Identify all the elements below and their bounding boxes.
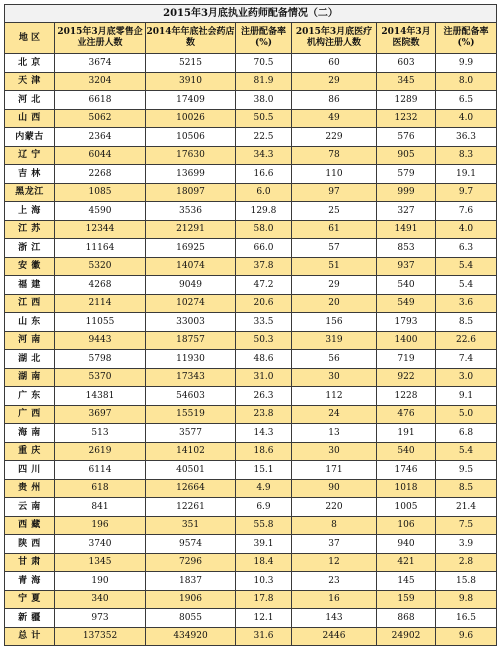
cell-medical-ratio: 8.5 (436, 479, 497, 498)
cell-pharmacy-count: 14074 (146, 257, 236, 276)
cell-medical-registered: 24 (292, 405, 377, 424)
cell-retail-registered: 841 (55, 498, 146, 517)
table-container (4, 4, 496, 646)
cell-retail-registered: 5798 (55, 350, 146, 369)
table-row (5, 387, 497, 406)
cell-region: 浙 江 (5, 239, 55, 258)
cell-medical-registered: 51 (292, 257, 377, 276)
cell-medical-ratio: 8.0 (436, 72, 497, 91)
total-medical-registered: 2446 (292, 627, 377, 646)
cell-hospital-count: 937 (377, 257, 436, 276)
cell-region: 广 东 (5, 387, 55, 406)
cell-pharmacy-count: 351 (146, 516, 236, 535)
cell-retail-registered: 618 (55, 479, 146, 498)
cell-retail-registered: 2114 (55, 294, 146, 313)
cell-pharmacy-count: 14102 (146, 442, 236, 461)
cell-medical-ratio: 21.4 (436, 498, 497, 517)
cell-hospital-count: 191 (377, 424, 436, 443)
cell-medical-ratio: 15.8 (436, 572, 497, 591)
table-row (5, 405, 497, 424)
cell-retail-registered: 196 (55, 516, 146, 535)
cell-medical-registered: 143 (292, 609, 377, 628)
cell-medical-registered: 49 (292, 109, 377, 128)
cell-hospital-count: 1746 (377, 461, 436, 480)
cell-medical-ratio: 36.3 (436, 128, 497, 147)
cell-retail-ratio: 39.1 (236, 535, 292, 554)
total-medical-ratio: 9.6 (436, 627, 497, 646)
cell-region: 广 西 (5, 405, 55, 424)
header-medical-ratio: 注册配备率(%) (436, 23, 497, 54)
cell-hospital-count: 1228 (377, 387, 436, 406)
total-pharmacy-count: 434920 (146, 627, 236, 646)
cell-retail-ratio: 38.0 (236, 91, 292, 110)
cell-retail-registered: 3674 (55, 54, 146, 73)
table-row (5, 91, 497, 110)
cell-medical-registered: 30 (292, 442, 377, 461)
cell-medical-registered: 37 (292, 535, 377, 554)
cell-retail-registered: 11164 (55, 239, 146, 258)
cell-hospital-count: 540 (377, 442, 436, 461)
cell-medical-registered: 30 (292, 368, 377, 387)
cell-medical-registered: 25 (292, 202, 377, 221)
cell-retail-registered: 5062 (55, 109, 146, 128)
cell-hospital-count: 1793 (377, 313, 436, 332)
cell-retail-registered: 4590 (55, 202, 146, 221)
cell-retail-registered: 3740 (55, 535, 146, 554)
cell-region: 重 庆 (5, 442, 55, 461)
cell-retail-ratio: 12.1 (236, 609, 292, 628)
cell-retail-registered: 1345 (55, 553, 146, 572)
cell-pharmacy-count: 3577 (146, 424, 236, 443)
cell-retail-ratio: 18.6 (236, 442, 292, 461)
cell-medical-registered: 57 (292, 239, 377, 258)
cell-region: 吉 林 (5, 165, 55, 184)
cell-medical-registered: 78 (292, 146, 377, 165)
cell-medical-ratio: 3.6 (436, 294, 497, 313)
table-row (5, 479, 497, 498)
cell-hospital-count: 1289 (377, 91, 436, 110)
cell-medical-registered: 319 (292, 331, 377, 350)
cell-medical-ratio: 7.4 (436, 350, 497, 369)
cell-retail-registered: 340 (55, 590, 146, 609)
cell-region: 云 南 (5, 498, 55, 517)
cell-pharmacy-count: 40501 (146, 461, 236, 480)
cell-retail-registered: 6114 (55, 461, 146, 480)
table-row (5, 572, 497, 591)
cell-pharmacy-count: 3536 (146, 202, 236, 221)
cell-pharmacy-count: 12261 (146, 498, 236, 517)
cell-medical-ratio: 5.0 (436, 405, 497, 424)
table-row (5, 442, 497, 461)
cell-pharmacy-count: 17630 (146, 146, 236, 165)
cell-pharmacy-count: 18757 (146, 331, 236, 350)
cell-region: 黑龙江 (5, 183, 55, 202)
table-row (5, 146, 497, 165)
cell-hospital-count: 853 (377, 239, 436, 258)
table-title: 2015年3月底执业药师配备情况（二） (5, 5, 497, 23)
cell-medical-registered: 97 (292, 183, 377, 202)
cell-medical-ratio: 4.0 (436, 109, 497, 128)
cell-medical-registered: 29 (292, 276, 377, 295)
cell-pharmacy-count: 1906 (146, 590, 236, 609)
cell-region: 四 川 (5, 461, 55, 480)
cell-retail-ratio: 48.6 (236, 350, 292, 369)
cell-hospital-count: 1018 (377, 479, 436, 498)
cell-retail-ratio: 70.5 (236, 54, 292, 73)
cell-region: 湖 南 (5, 368, 55, 387)
cell-medical-ratio: 9.7 (436, 183, 497, 202)
cell-medical-ratio: 5.4 (436, 257, 497, 276)
table-row (5, 276, 497, 295)
cell-pharmacy-count: 8055 (146, 609, 236, 628)
cell-medical-registered: 60 (292, 54, 377, 73)
cell-medical-registered: 86 (292, 91, 377, 110)
cell-retail-ratio: 81.9 (236, 72, 292, 91)
cell-hospital-count: 868 (377, 609, 436, 628)
cell-region: 江 西 (5, 294, 55, 313)
cell-medical-ratio: 5.4 (436, 276, 497, 295)
cell-medical-registered: 171 (292, 461, 377, 480)
cell-medical-ratio: 9.1 (436, 387, 497, 406)
cell-hospital-count: 1491 (377, 220, 436, 239)
cell-pharmacy-count: 12664 (146, 479, 236, 498)
pharmacist-table (4, 4, 497, 646)
cell-hospital-count: 345 (377, 72, 436, 91)
header-retail-ratio: 注册配备率(%) (236, 23, 292, 54)
cell-region: 青 海 (5, 572, 55, 591)
cell-hospital-count: 940 (377, 535, 436, 554)
cell-region: 河 北 (5, 91, 55, 110)
table-row (5, 202, 497, 221)
cell-pharmacy-count: 33003 (146, 313, 236, 332)
cell-retail-ratio: 14.3 (236, 424, 292, 443)
table-row (5, 294, 497, 313)
table-row (5, 609, 497, 628)
cell-medical-registered: 220 (292, 498, 377, 517)
cell-retail-ratio: 18.4 (236, 553, 292, 572)
cell-retail-registered: 513 (55, 424, 146, 443)
cell-medical-ratio: 22.6 (436, 331, 497, 350)
table-row (5, 183, 497, 202)
cell-retail-registered: 14381 (55, 387, 146, 406)
table-row (5, 331, 497, 350)
cell-retail-ratio: 50.3 (236, 331, 292, 350)
cell-region: 甘 肃 (5, 553, 55, 572)
cell-medical-ratio: 4.0 (436, 220, 497, 239)
cell-retail-registered: 190 (55, 572, 146, 591)
cell-retail-ratio: 26.3 (236, 387, 292, 406)
cell-pharmacy-count: 1837 (146, 572, 236, 591)
table-row (5, 54, 497, 73)
cell-retail-ratio: 23.8 (236, 405, 292, 424)
cell-retail-registered: 2364 (55, 128, 146, 147)
cell-pharmacy-count: 9049 (146, 276, 236, 295)
cell-hospital-count: 549 (377, 294, 436, 313)
table-row (5, 257, 497, 276)
cell-region: 上 海 (5, 202, 55, 221)
table-row (5, 590, 497, 609)
cell-medical-ratio: 9.8 (436, 590, 497, 609)
cell-retail-ratio: 20.6 (236, 294, 292, 313)
cell-medical-registered: 56 (292, 350, 377, 369)
table-row (5, 498, 497, 517)
table-row (5, 220, 497, 239)
cell-medical-registered: 29 (292, 72, 377, 91)
cell-medical-ratio: 7.6 (436, 202, 497, 221)
cell-medical-ratio: 6.8 (436, 424, 497, 443)
cell-medical-registered: 156 (292, 313, 377, 332)
cell-pharmacy-count: 11930 (146, 350, 236, 369)
cell-hospital-count: 1232 (377, 109, 436, 128)
cell-medical-registered: 12 (292, 553, 377, 572)
cell-medical-ratio: 7.5 (436, 516, 497, 535)
cell-pharmacy-count: 18097 (146, 183, 236, 202)
cell-medical-registered: 20 (292, 294, 377, 313)
total-retail-registered: 137352 (55, 627, 146, 646)
cell-pharmacy-count: 15519 (146, 405, 236, 424)
cell-region: 江 苏 (5, 220, 55, 239)
cell-pharmacy-count: 10274 (146, 294, 236, 313)
table-row (5, 239, 497, 258)
cell-retail-registered: 6618 (55, 91, 146, 110)
cell-retail-registered: 5370 (55, 368, 146, 387)
cell-region: 山 东 (5, 313, 55, 332)
cell-retail-ratio: 34.3 (236, 146, 292, 165)
cell-retail-registered: 11055 (55, 313, 146, 332)
cell-hospital-count: 579 (377, 165, 436, 184)
cell-medical-ratio: 19.1 (436, 165, 497, 184)
cell-region: 内蒙古 (5, 128, 55, 147)
cell-medical-registered: 110 (292, 165, 377, 184)
header-row (5, 23, 497, 54)
cell-medical-ratio: 16.5 (436, 609, 497, 628)
total-row (5, 627, 497, 646)
cell-hospital-count: 999 (377, 183, 436, 202)
cell-hospital-count: 1400 (377, 331, 436, 350)
title-row (5, 5, 497, 23)
cell-retail-ratio: 6.9 (236, 498, 292, 517)
header-pharmacy-count: 2014年年底社会药店数 (146, 23, 236, 54)
cell-hospital-count: 106 (377, 516, 436, 535)
cell-retail-ratio: 10.3 (236, 572, 292, 591)
cell-hospital-count: 905 (377, 146, 436, 165)
cell-hospital-count: 145 (377, 572, 436, 591)
cell-region: 西 藏 (5, 516, 55, 535)
table-row (5, 424, 497, 443)
cell-retail-registered: 2619 (55, 442, 146, 461)
table-row (5, 128, 497, 147)
cell-medical-ratio: 3.0 (436, 368, 497, 387)
cell-pharmacy-count: 21291 (146, 220, 236, 239)
cell-pharmacy-count: 54603 (146, 387, 236, 406)
cell-medical-ratio: 6.3 (436, 239, 497, 258)
cell-medical-ratio: 8.5 (436, 313, 497, 332)
cell-medical-ratio: 2.8 (436, 553, 497, 572)
table-body (5, 54, 497, 646)
cell-hospital-count: 576 (377, 128, 436, 147)
cell-medical-registered: 90 (292, 479, 377, 498)
table-row (5, 535, 497, 554)
table-row (5, 516, 497, 535)
cell-retail-ratio: 6.0 (236, 183, 292, 202)
cell-retail-ratio: 17.8 (236, 590, 292, 609)
cell-region: 宁 夏 (5, 590, 55, 609)
cell-region: 辽 宁 (5, 146, 55, 165)
cell-pharmacy-count: 9574 (146, 535, 236, 554)
cell-retail-registered: 2268 (55, 165, 146, 184)
cell-retail-ratio: 50.5 (236, 109, 292, 128)
cell-retail-ratio: 58.0 (236, 220, 292, 239)
cell-hospital-count: 476 (377, 405, 436, 424)
cell-medical-ratio: 8.3 (436, 146, 497, 165)
cell-region: 天 津 (5, 72, 55, 91)
cell-medical-ratio: 9.9 (436, 54, 497, 73)
table-row (5, 313, 497, 332)
cell-retail-ratio: 33.5 (236, 313, 292, 332)
cell-retail-ratio: 47.2 (236, 276, 292, 295)
cell-retail-ratio: 16.6 (236, 165, 292, 184)
cell-region: 贵 州 (5, 479, 55, 498)
cell-pharmacy-count: 10506 (146, 128, 236, 147)
cell-hospital-count: 159 (377, 590, 436, 609)
cell-retail-registered: 3697 (55, 405, 146, 424)
cell-pharmacy-count: 5215 (146, 54, 236, 73)
cell-pharmacy-count: 10026 (146, 109, 236, 128)
table-row (5, 109, 497, 128)
cell-hospital-count: 421 (377, 553, 436, 572)
cell-pharmacy-count: 3910 (146, 72, 236, 91)
cell-region: 福 建 (5, 276, 55, 295)
total-region: 总 计 (5, 627, 55, 646)
cell-retail-ratio: 55.8 (236, 516, 292, 535)
cell-hospital-count: 540 (377, 276, 436, 295)
cell-hospital-count: 327 (377, 202, 436, 221)
table-row (5, 368, 497, 387)
header-hospital-count: 2014年3月医院数 (377, 23, 436, 54)
cell-retail-ratio: 22.5 (236, 128, 292, 147)
cell-region: 山 西 (5, 109, 55, 128)
table-row (5, 72, 497, 91)
cell-retail-registered: 973 (55, 609, 146, 628)
cell-region: 新 疆 (5, 609, 55, 628)
header-region: 地 区 (5, 23, 55, 54)
cell-retail-ratio: 31.0 (236, 368, 292, 387)
cell-retail-ratio: 66.0 (236, 239, 292, 258)
table-row (5, 350, 497, 369)
cell-retail-ratio: 4.9 (236, 479, 292, 498)
cell-pharmacy-count: 16925 (146, 239, 236, 258)
header-medical-registered: 2015年3月底医疗机构注册人数 (292, 23, 377, 54)
cell-retail-registered: 1085 (55, 183, 146, 202)
cell-medical-registered: 112 (292, 387, 377, 406)
cell-retail-ratio: 37.8 (236, 257, 292, 276)
cell-medical-registered: 8 (292, 516, 377, 535)
cell-medical-registered: 23 (292, 572, 377, 591)
table-row (5, 553, 497, 572)
cell-medical-ratio: 5.4 (436, 442, 497, 461)
cell-retail-ratio: 129.8 (236, 202, 292, 221)
cell-region: 北 京 (5, 54, 55, 73)
cell-retail-registered: 12344 (55, 220, 146, 239)
total-hospital-count: 24902 (377, 627, 436, 646)
cell-retail-registered: 9443 (55, 331, 146, 350)
cell-pharmacy-count: 17409 (146, 91, 236, 110)
table-row (5, 461, 497, 480)
cell-hospital-count: 719 (377, 350, 436, 369)
cell-retail-registered: 3204 (55, 72, 146, 91)
cell-region: 海 南 (5, 424, 55, 443)
cell-region: 湖 北 (5, 350, 55, 369)
cell-hospital-count: 1005 (377, 498, 436, 517)
cell-pharmacy-count: 17343 (146, 368, 236, 387)
cell-region: 陕 西 (5, 535, 55, 554)
cell-medical-registered: 13 (292, 424, 377, 443)
cell-pharmacy-count: 7296 (146, 553, 236, 572)
cell-pharmacy-count: 13699 (146, 165, 236, 184)
cell-medical-registered: 229 (292, 128, 377, 147)
cell-medical-ratio: 3.9 (436, 535, 497, 554)
cell-medical-ratio: 6.5 (436, 91, 497, 110)
cell-medical-registered: 16 (292, 590, 377, 609)
cell-hospital-count: 922 (377, 368, 436, 387)
cell-region: 河 南 (5, 331, 55, 350)
cell-retail-registered: 4268 (55, 276, 146, 295)
cell-region: 安 徽 (5, 257, 55, 276)
cell-hospital-count: 603 (377, 54, 436, 73)
header-retail-registered: 2015年3月底零售企业注册人数 (55, 23, 146, 54)
cell-retail-ratio: 15.1 (236, 461, 292, 480)
cell-medical-ratio: 9.5 (436, 461, 497, 480)
cell-retail-registered: 6044 (55, 146, 146, 165)
cell-retail-registered: 5320 (55, 257, 146, 276)
table-row (5, 165, 497, 184)
cell-medical-registered: 61 (292, 220, 377, 239)
total-retail-ratio: 31.6 (236, 627, 292, 646)
